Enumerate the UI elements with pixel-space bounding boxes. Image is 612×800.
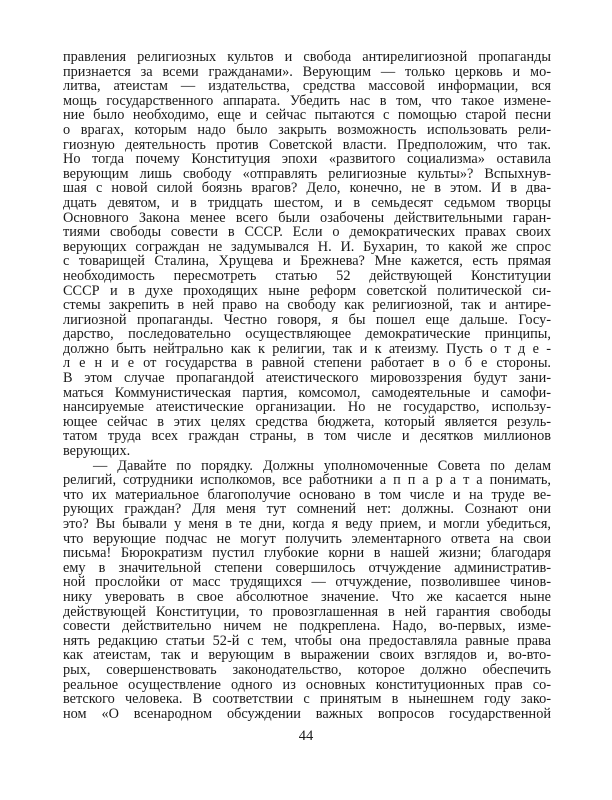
text-line: ном «О всенародном обсуждении важных вопросов государственной [63, 705, 551, 722]
text-line: письма! Бюрократизм пустил глубокие корни в нашей жизни; благодаря [63, 545, 551, 562]
text-line: шая с новой силой боязнь врагов? Дело, конечно, не в этом. И в два- [63, 180, 551, 197]
text-line: ющее сейчас в этих целях средства бюджета, который является резуль- [63, 413, 551, 430]
text-line: действующей Конституции, то провозглашенная в ней гарантия свободы [63, 603, 551, 620]
text-line: рых, совершенствовать законодательство, которое должно обеспечить [63, 661, 551, 678]
text-line: как атеистам, так и верующим в выражении своих взглядов и, во-вто- [63, 647, 551, 664]
text-line: признается за всеми гражданами». Верующим — только церковь и мо- [63, 63, 551, 80]
text-line: реальное осуществление одного из основных конституционных прав со- [63, 676, 551, 693]
text-line: — Давайте по порядку. Должны уполномоченные Совета по делам [93, 457, 551, 474]
text-line: тиями свободы совести в СССР. Если о демократических правах своих [63, 224, 551, 241]
text-line: ветского человека. В соответствии с принятым в нынешнем году зако- [63, 691, 551, 708]
text-line: ему в значительной степени совершилось отчуждение административ- [63, 559, 551, 576]
text-line: совести действительно ничем не подкреплена. Надо, во-первых, изме- [63, 618, 551, 635]
text-line: что верующие подчас не могут получить элементарного ответа на свои [63, 530, 551, 547]
text-line: татом труда всех граждан страны, в том числе и десятков миллионов [63, 428, 551, 445]
text-line: нять редакцию статьи 52-й с тем, чтобы она предоставляла равные права [63, 632, 551, 649]
text-line: Но тогда почему Конституция эпохи «развитого социализма» оставила [63, 151, 551, 168]
paragraph-1 [63, 50, 551, 459]
text-line: нансируемые атеистические организации. Но не государство, использу- [63, 399, 551, 416]
text-line: верующих сограждан не задумывался Н. И. Бухарин, то какой же спрос [63, 238, 551, 255]
text-line: ние было необходимо, еще и сейчас пытаются с помощью старой песни [63, 107, 551, 124]
text-line: лигиозной пропаганды. Честно говоря, я бы пошел еще дальше. Госу- [63, 311, 551, 328]
text-line: маться Коммунистическая партия, комсомол, самодеятельные и самофи- [63, 384, 551, 401]
text-line: религий, сотрудники исполкомов, все работники а п п а р а т а понимать, [63, 472, 551, 489]
text-line: нику уверовать в свое абсолютное значение. Что же касается ныне [63, 588, 551, 605]
text-line: верующих. [63, 443, 131, 460]
text-line: Основного Закона менее всего были озабочены действительными гаран- [63, 209, 551, 226]
text-line: о врагах, которым надо было закрыть возможность использовать рели- [63, 121, 551, 138]
text-line: мощь государственного аппарата. Убедить нас в том, что такое измене- [63, 92, 551, 109]
text-line: литва, атеистам — издательства, средства массовой информации, вся [63, 78, 551, 95]
text-line: дарство, последовательно осуществляющее демократические принципы, [63, 326, 551, 343]
text-line: необходимость пересмотреть статью 52 действующей Конституции [63, 267, 551, 284]
paragraph-2 [63, 459, 551, 722]
text-line: рующих граждан? Для меня тут сомнений нет: должны. Сознают они [63, 501, 551, 518]
text-line: правления религиозных культов и свобода антирелигиозной пропаганды [63, 49, 551, 65]
text-line: В этом случае пропагандой атеистического мировоззрения будут зани- [63, 370, 551, 387]
text-line: л е н и е от государства в равной степени работает в о б е стороны. [63, 355, 551, 372]
text-line: это? Вы бывали у меня в те дни, когда я веду прием, и могли убедиться, [63, 516, 551, 532]
text-line: гиозную деятельность против Советской власти. Предположим, что так. [63, 136, 551, 153]
text-line: верующим лишь свободу «отправлять религиозные культы»? Вспыхнув- [63, 165, 551, 182]
text-line: должно быть нейтрально как к религии, так и к атеизму. Пусть о т д е - [63, 340, 551, 357]
text-line: дцать девятом, и в тридцать шестом, и в семьдесят седьмом творцы [63, 194, 551, 211]
text-line: ной прослойки от масс трудящихся — отчуждение, позволившее чинов- [63, 574, 551, 591]
text-line: СССР и в духе проходящих ныне реформ советской политической си- [63, 282, 551, 299]
page-number: 44 [298, 728, 314, 744]
text-line: с товарищей Сталина, Хрущева и Брежнева? Мне кажется, есть прямая [63, 253, 551, 270]
text-line: что их материальное благополучие основано в том числе и на труде ве- [63, 486, 551, 503]
page-body [63, 50, 551, 721]
text-line: стемы закрепить в ней право на свободу как религиозной, так и антире- [63, 297, 551, 314]
